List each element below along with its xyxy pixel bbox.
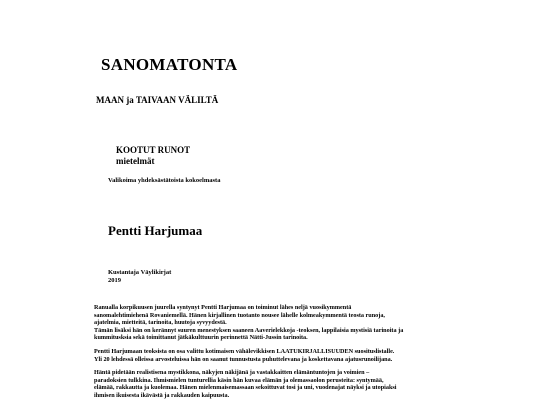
blurb-line: Ranualla korpikuusen juurella syntynyt Pentti Harjumaa on toiminut lähes neljä vuosikymmentä (94, 304, 352, 311)
blurb-line: sanomalehtimiehenä Rovaniemellä. Hänen kirjallinen tuotanto nousee lähelle kolmeakymmentä teosta runoja, (94, 311, 385, 319)
blurb-line: paradoksien tulkkina. Ihmismielen tunturellia käsin hän kuvaa elämän ja olemassaolon perusteita: syntymää, (94, 376, 384, 384)
blurb-line: Pentti Harjumaan teoksista on osa valittu kotimaisen vähälevikkisen LAATUKIRJALLISUUDEN suosituslistalle. (94, 347, 395, 355)
author-blurb (94, 304, 524, 405)
blurb-paragraph (94, 348, 524, 363)
genre-line-aphorisms: mietelmät (116, 156, 155, 166)
blurb-paragraph (94, 369, 524, 399)
book-title: SANOMATONTA (101, 55, 238, 74)
publisher-name: Kustantaja Väylikirjat (108, 269, 172, 276)
blurb-line: Yli 20 lehdessä olleissa arvosteluissa hän on saanut tunnustusta puhuttelevana ja koskettavana ajatusrunoilijana. (94, 355, 393, 363)
blurb-line: ihmisen ikuisesta ikävästä ja rakkauden kaipuusta. (94, 391, 230, 399)
blurb-line: Häntä pidetään realistisena mystikkona, näkyjen näkijänä ja vastakkaitten elämäntuntojen ja voimien – (94, 369, 370, 377)
blurb-paragraph (94, 304, 524, 342)
publication-year: 2019 (108, 277, 121, 284)
collection-note: Valikoima yhdeksästätoista kokoelmasta (108, 177, 221, 184)
genre-line-collected-poems: KOOTUT RUNOT (116, 145, 191, 155)
blurb-line: Tämän lisäksi hän on kerännyt suuren menestyksen saaneen Aaverielekkoja -teoksen, lappilaisia mystisiä tarinoita ja (94, 326, 404, 334)
genre-block (116, 145, 190, 167)
blurb-line: elämää, rakkautta ja kuolemaa. Hänen mielenmaisemassaan sekoittuvat tosi ja uni, vuodenajat näyksi ja utopiaksi (94, 384, 397, 392)
blurb-line: ajatelmia, mietteitä, tarinoita, huutoja syvyydestä. (94, 319, 227, 327)
blurb-line: kummitusksia sekä toimittanut jätkäkulttuurin perinnettä Nätti-Jussin tarinoita. (94, 334, 308, 342)
author-name: Pentti Harjumaa (108, 223, 203, 238)
book-subtitle: MAAN ja TAIVAAN VÄLILTÄ (96, 95, 219, 105)
publisher-block (108, 269, 171, 285)
